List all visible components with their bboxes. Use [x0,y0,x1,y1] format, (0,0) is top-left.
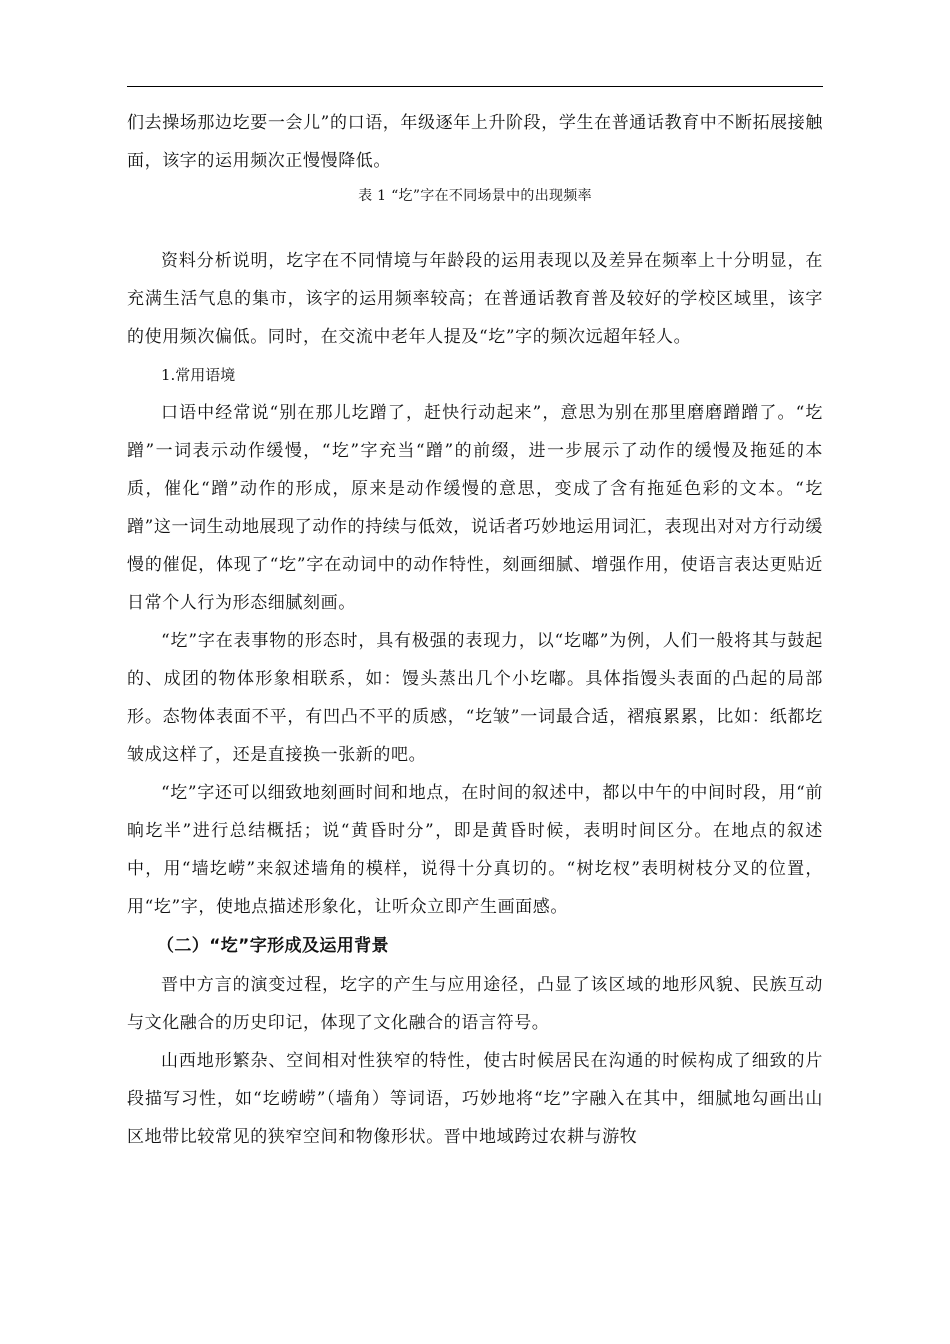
verb-usage-paragraph: 口语中经常说“别在那儿圪蹭了，赶快行动起来”，意思为别在那里磨磨蹭蹭了。“圪蹭”一词表示动作缓慢，“圪”字充当“蹭”的前缀，进一步展示了动作的缓慢及拖延的本质，催化“蹭”动作的形成，原来是动作缓慢的意思，变成了含有拖延色彩的文本。“圪蹭”这一词生动地展现了动作的持续与低效，说话者巧妙地运用词汇，表现出对对方行动缓慢的催促，体现了“圪”字在动词中的动作特性，刻画细腻、增强作用，使语言表达更贴近日常个人行为形态细腻刻画。 [127,403,823,613]
table-caption: 表 1 “圪”字在不同场景中的出现频率 [358,188,592,204]
subheading-common-context: 1.常用语境 [161,366,236,384]
terrain-paragraph: 山西地形繁杂、空间相对性狭窄的特性，使古时候居民在沟通的时候构成了细致的片段描写习性，如“圪崂崂”（墙角）等词语，巧妙地将“圪”字融入在其中，细腻地勾画出山区地带比较常见的狭窄空间和物像形状。晋中地域跨过农耕与游牧 [127,1051,823,1147]
analysis-paragraph: 资料分析说明，圪字在不同情境与年龄段的运用表现以及差异在频率上十分明显，在充满生活气息的集市，该字的运用频率较高；在普通话教育普及较好的学校区域里，该字的使用频次偏低。同时，在交流中老年人提及“圪”字的频次远超年轻人。 [127,251,823,347]
section-heading-background: （二）“圪”字形成及运用背景 [157,936,389,956]
time-place-paragraph: “圪”字还可以细致地刻画时间和地点，在时间的叙述中，都以中午的中间时段，用“前晌圪半”进行总结概括；说“黄昏时分”，即是黄昏时候，表明时间区分。在地点的叙述中，用“墙圪崂”来叙述墙角的模样，说得十分真切的。“树圪杈”表明树枝分叉的位置，用“圪”字，使地点描述形象化，让听众立即产生画面感。 [127,783,823,917]
document-body [127,104,823,1156]
evolution-paragraph: 晋中方言的演变过程，圪字的产生与应用途径，凸显了该区域的地形风貌、民族互动与文化融合的历史印记，体现了文化融合的语言符号。 [127,975,823,1033]
shape-usage-paragraph: “圪”字在表事物的形态时，具有极强的表现力，以“圪嘟”为例，人们一般将其与鼓起的、成团的物体形象相联系，如：馒头蒸出几个小圪嘟。具体指馒头表面的凸起的局部形。态物体表面不平，有凹凸不平的质感，“圪皱”一词最合适，褶痕累累，比如：纸都圪皱成这样了，还是直接换一张新的吧。 [127,631,823,765]
header-rule [127,86,823,87]
continuation-paragraph: 们去操场那边圪要一会儿”的口语，年级逐年上升阶段，学生在普通话教育中不断拓展接触面，该字的运用频次正慢慢降低。 [127,113,823,171]
